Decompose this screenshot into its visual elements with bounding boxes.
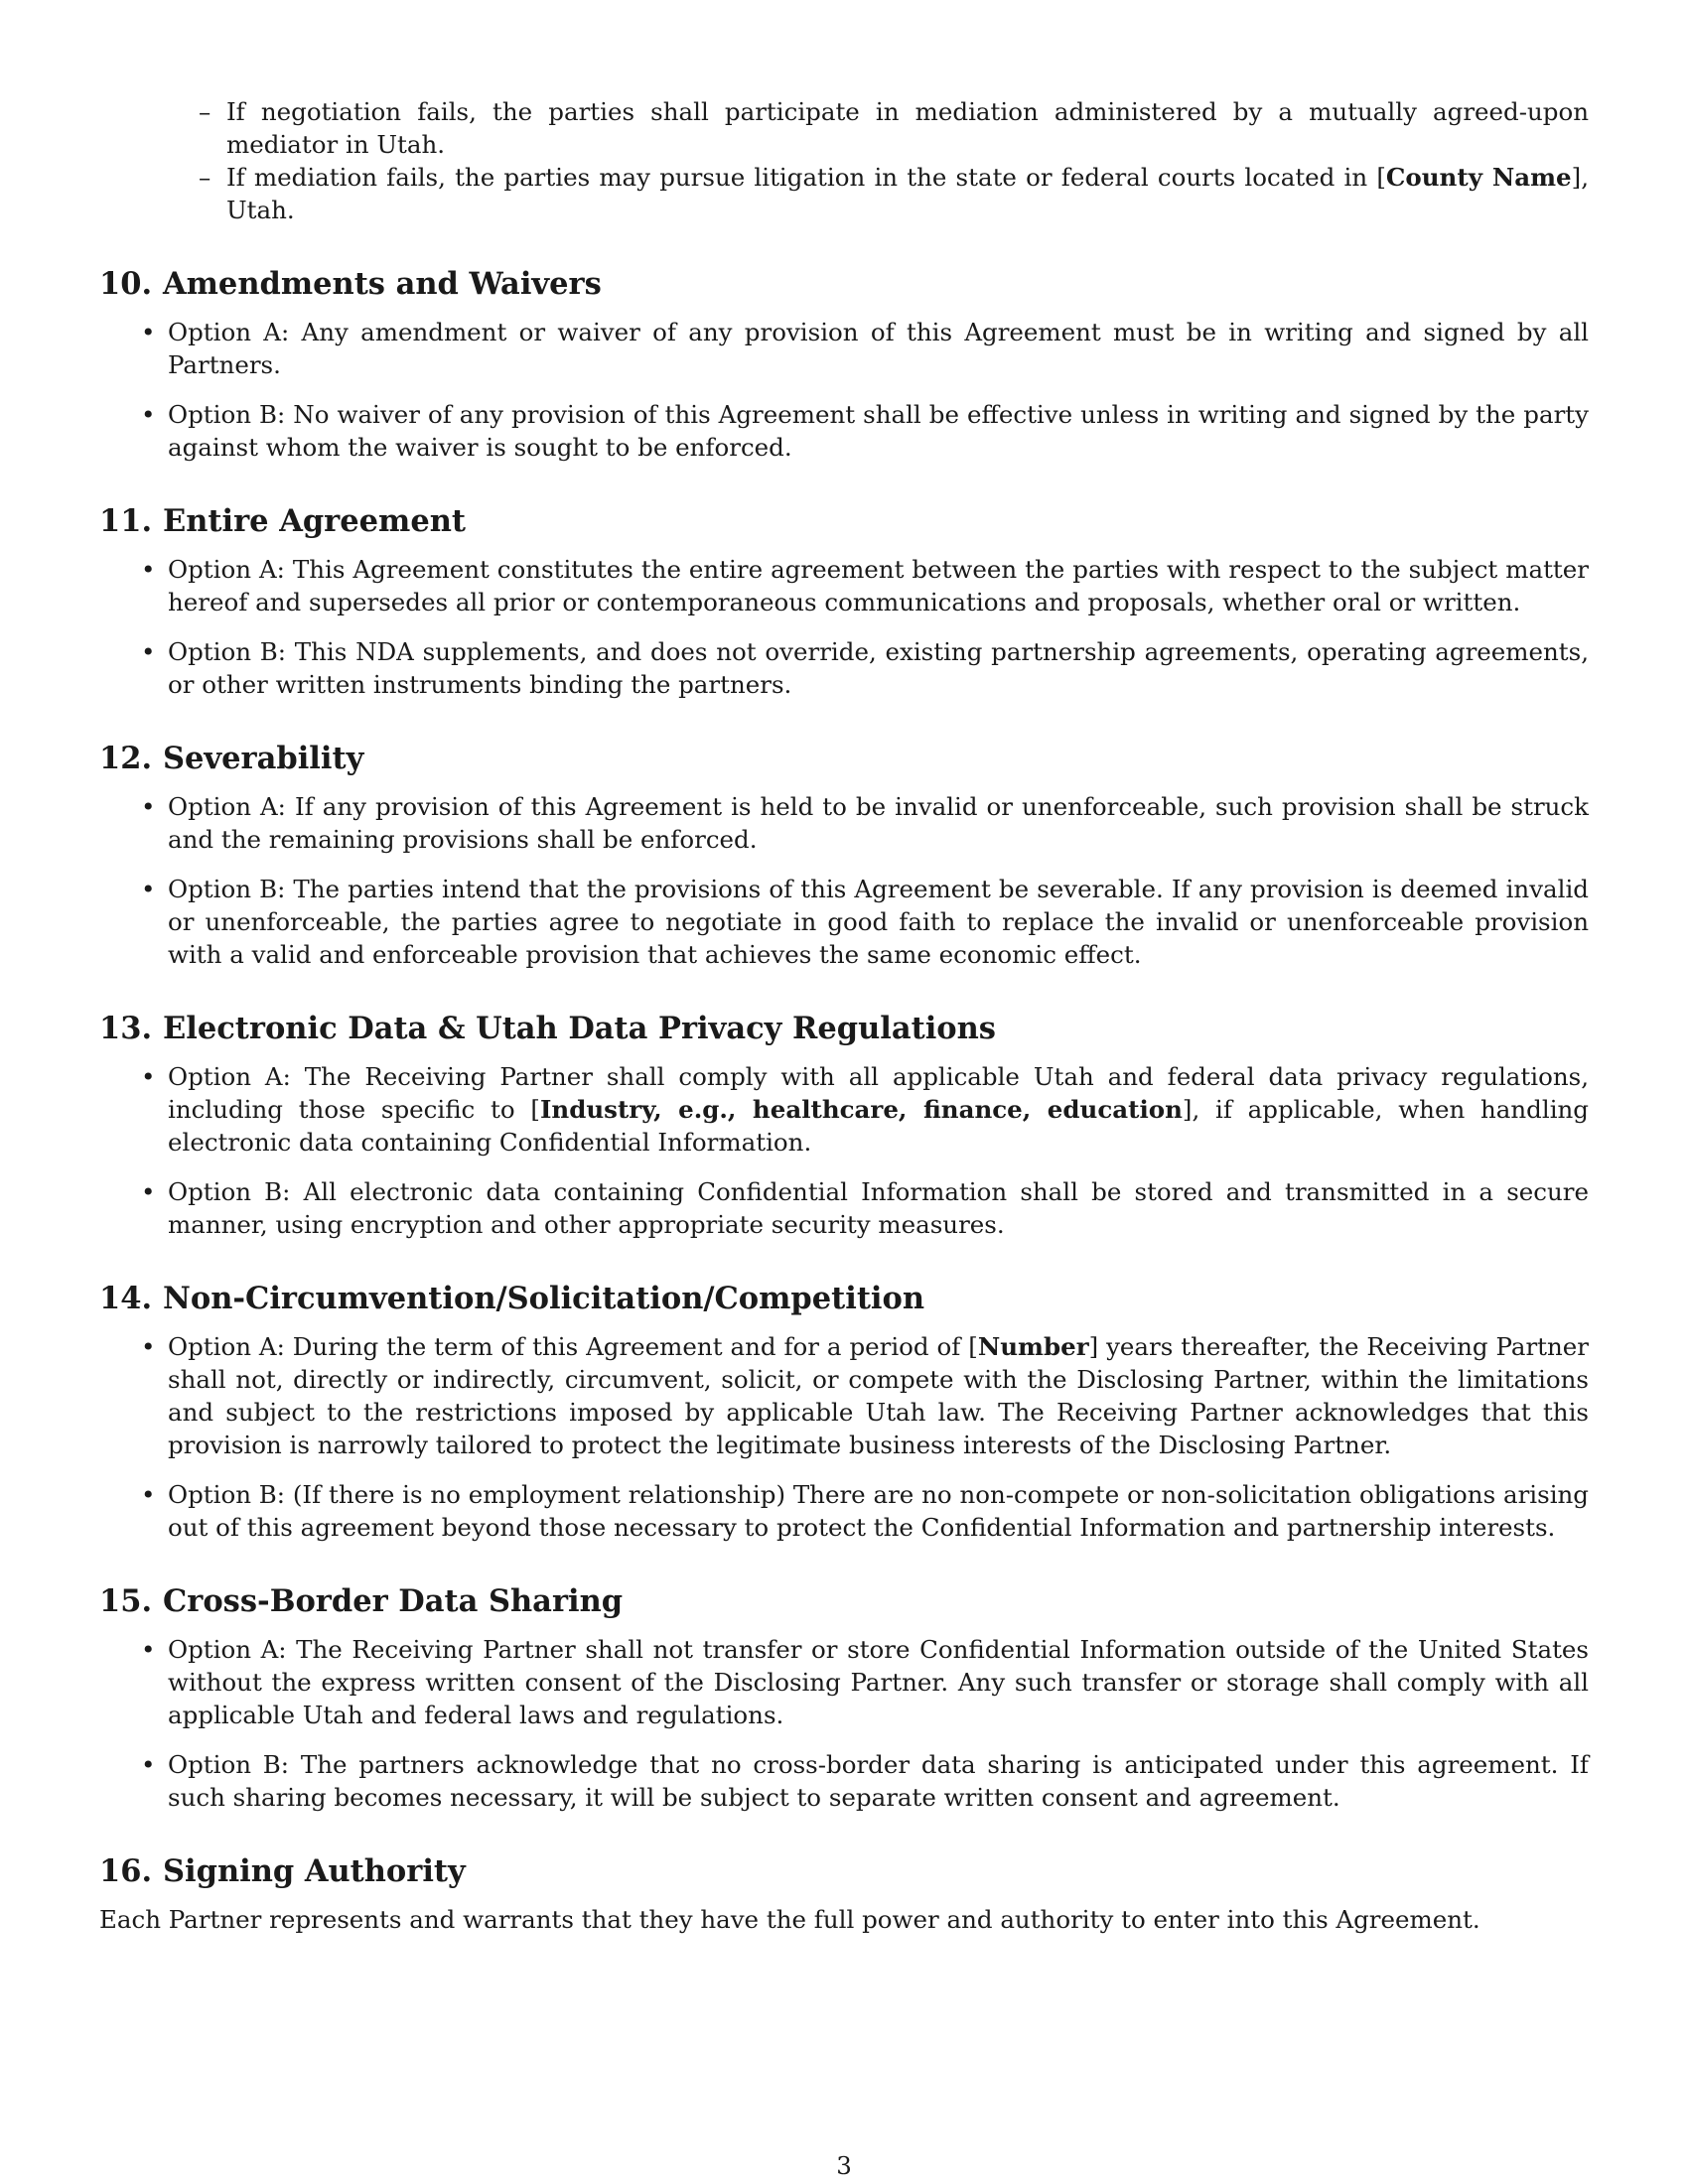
list-item [199, 161, 1589, 226]
list-item [99, 316, 1589, 381]
section-signing-authority [99, 1851, 1589, 1936]
options-list [99, 1633, 1589, 1814]
option-b-text: Option B: (If there is no employment relationship) There are no non-compete or non-solicitation obligations arising out of this agreement beyond those necessary to protect the Confidential Information and partnership interests. [168, 1480, 1589, 1542]
section-title: Amendments and Waivers [163, 266, 602, 302]
section-title: Severability [163, 741, 364, 776]
option-a-text-start: Option A: The Receiving Partner shall comply with all applicable Utah and federal data privacy regulations, including those specific to [ [168, 1062, 1589, 1124]
section-heading [99, 1851, 1589, 1891]
bullet-icon: • [141, 792, 156, 821]
section-number: 13. [99, 1011, 153, 1046]
bullet-icon: • [141, 555, 156, 584]
bullet-icon: • [141, 318, 156, 346]
industry-placeholder: Industry, e.g., healthcare, finance, education [539, 1095, 1183, 1124]
section-title: Non-Circumvention/Solicitation/Competition [163, 1281, 925, 1316]
section-title: Entire Agreement [163, 503, 466, 539]
list-item [99, 1478, 1589, 1544]
section-title: Cross-Border Data Sharing [163, 1583, 624, 1619]
option-a-text: Option A: Any amendment or waiver of any provision of this Agreement must be in writing and signed by all Partners. [168, 318, 1589, 379]
option-b-text: Option B: All electronic data containing Confidential Information shall be stored and transmitted in a secure manner, using encryption and other appropriate security measures. [168, 1177, 1589, 1239]
list-item [199, 95, 1589, 161]
list-item [99, 1060, 1589, 1159]
option-a-text-end: ] years thereafter, the Receiving Partner shall not, directly or indirectly, circumvent, solicit, or compete with the Disclosing Partner, within the limitations and subject to the restrictions imposed by applicable Utah law. The Receiving Partner acknowledges that this provision is narrowly tailored to protect the legitimate business interests of the Disclosing Partner. [168, 1332, 1589, 1459]
option-a-text: Option A: If any provision of this Agreement is held to be invalid or unenforceable, such provision shall be struck and the remaining provisions shall be enforced. [168, 792, 1589, 854]
section-electronic-data-privacy [99, 1009, 1589, 1241]
section-title: Electronic Data & Utah Data Privacy Regulations [163, 1011, 996, 1046]
bullet-icon: • [141, 400, 156, 429]
section-heading [99, 1279, 1589, 1318]
option-b-text: Option B: The partners acknowledge that no cross-border data sharing is anticipated under this agreement. If such sharing becomes necessary, it will be subject to separate written consent and agreement. [168, 1750, 1589, 1812]
bullet-icon: • [141, 1480, 156, 1509]
section-heading [99, 1581, 1589, 1621]
bullet-icon: • [141, 1750, 156, 1779]
bullet-icon: • [141, 637, 156, 666]
section-number: 16. [99, 1853, 153, 1889]
list-item [99, 398, 1589, 464]
section-number: 11. [99, 503, 153, 539]
bullet-icon: • [141, 1177, 156, 1206]
section-heading [99, 501, 1589, 541]
document-page [99, 95, 1589, 1936]
number-placeholder: Number [977, 1332, 1089, 1361]
option-a-text-end: ], if applicable, when handling electronic data containing Confidential Information. [168, 1095, 1589, 1157]
section-heading [99, 1009, 1589, 1048]
section-heading [99, 739, 1589, 778]
options-list [99, 316, 1589, 464]
dash-marker: – [199, 97, 211, 126]
section-number: 10. [99, 266, 153, 302]
list-item [99, 1175, 1589, 1241]
option-a-text: Option A: The Receiving Partner shall not transfer or store Confidential Information outside of the United States without the express written consent of the Disclosing Partner. Any such transfer or storage shall comply with all applicable Utah and federal laws and regulations. [168, 1635, 1589, 1729]
section-cross-border-data-sharing [99, 1581, 1589, 1814]
section-non-circumvention [99, 1279, 1589, 1544]
section-heading [99, 264, 1589, 304]
page-number: 3 [836, 2151, 852, 2180]
options-list [99, 1060, 1589, 1241]
list-item [99, 553, 1589, 618]
county-name-placeholder: County Name [1385, 163, 1572, 192]
list-item [99, 1633, 1589, 1731]
section-entire-agreement [99, 501, 1589, 701]
bullet-icon: • [141, 1332, 156, 1361]
options-list [99, 1330, 1589, 1544]
options-list [99, 553, 1589, 701]
section-number: 14. [99, 1281, 153, 1316]
section-severability [99, 739, 1589, 971]
section-title: Signing Authority [163, 1853, 466, 1889]
bullet-icon: • [141, 1635, 156, 1664]
option-b-text: Option B: This NDA supplements, and does not override, existing partnership agreements, operating agreements, or other written instruments binding the partners. [168, 637, 1589, 699]
section-number: 15. [99, 1583, 153, 1619]
list-item [99, 1748, 1589, 1814]
litigation-clause-start: If mediation fails, the parties may pursue litigation in the state or federal courts located in [ [226, 163, 1386, 192]
option-b-text: Option B: The parties intend that the provisions of this Agreement be severable. If any provision is deemed invalid or unenforceable, the parties agree to negotiate in good faith to replace the invalid or unenforceable provision with a valid and enforceable provision that achieves the same economic effect. [168, 875, 1589, 969]
list-item [99, 1330, 1589, 1461]
options-list [99, 790, 1589, 971]
bullet-icon: • [141, 875, 156, 903]
mediation-clause: If negotiation fails, the parties shall participate in mediation administered by a mutually agreed-upon mediator in Utah. [226, 97, 1589, 159]
litigation-clause-end: ], Utah. [226, 163, 1589, 224]
section-number: 12. [99, 741, 153, 776]
bullet-icon: • [141, 1062, 156, 1091]
signing-authority-text: Each Partner represents and warrants that they have the full power and authority to enter into this Agreement. [99, 1905, 1480, 1934]
option-a-text: Option A: This Agreement constitutes the entire agreement between the parties with respect to the subject matter hereof and supersedes all prior or contemporaneous communications and proposals, whether oral or written. [168, 555, 1589, 616]
option-b-text: Option B: No waiver of any provision of this Agreement shall be effective unless in writing and signed by the party against whom the waiver is sought to be enforced. [168, 400, 1589, 462]
section-amendments-and-waivers [99, 264, 1589, 464]
list-item [99, 873, 1589, 971]
list-item [99, 635, 1589, 701]
dash-marker: – [199, 163, 211, 192]
list-item [99, 790, 1589, 856]
dispute-resolution-continuation [199, 95, 1589, 226]
option-a-text-start: Option A: During the term of this Agreement and for a period of [ [168, 1332, 978, 1361]
